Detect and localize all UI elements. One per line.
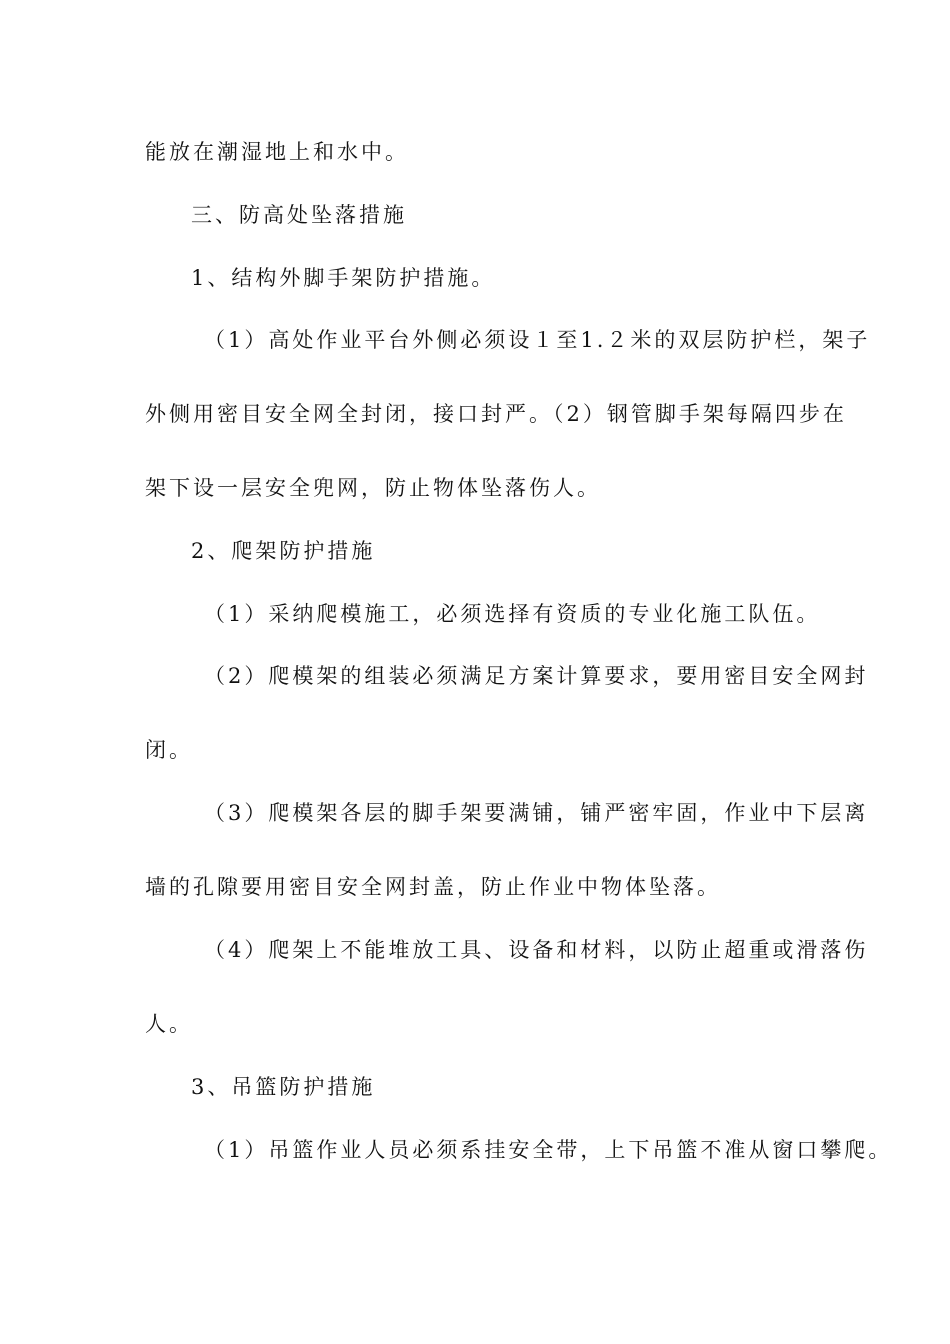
paragraph-line: 能放在潮湿地上和水中。 — [145, 140, 409, 164]
paragraph-line: （1）吊篮作业人员必须系挂安全带，上下吊篮不准从窗口攀爬。 — [204, 1138, 893, 1162]
paragraph-line: 人。 — [145, 1012, 193, 1036]
paragraph-line: （1）高处作业平台外侧必须设１至1.２米的双层防护栏，架子 — [204, 328, 871, 352]
paragraph-line: （1）采纳爬模施工，必须选择有资质的专业化施工队伍。 — [204, 602, 821, 626]
subsection-heading: 3、吊篮防护措施 — [191, 1075, 376, 1099]
paragraph-line: 架下设一层安全兜网，防止物体坠落伤人。 — [145, 476, 601, 500]
paragraph-line: 外侧用密目安全网全封闭，接口封严。（2）钢管脚手架每隔四步在 — [145, 402, 847, 426]
paragraph-line: 墙的孔隙要用密目安全网封盖，防止作业中物体坠落。 — [145, 875, 721, 899]
paragraph-line: （2）爬模架的组装必须满足方案计算要求，要用密目安全网封 — [204, 664, 869, 688]
subsection-heading: 1、结构外脚手架防护措施。 — [191, 266, 496, 290]
section-heading: 三、防高处坠落措施 — [191, 203, 407, 227]
paragraph-line: （4）爬架上不能堆放工具、设备和材料，以防止超重或滑落伤 — [204, 938, 869, 962]
paragraph-line: （3）爬模架各层的脚手架要满铺，铺严密牢固，作业中下层离 — [204, 801, 869, 825]
paragraph-line: 闭。 — [145, 738, 193, 762]
subsection-heading: 2、爬架防护措施 — [191, 539, 376, 563]
